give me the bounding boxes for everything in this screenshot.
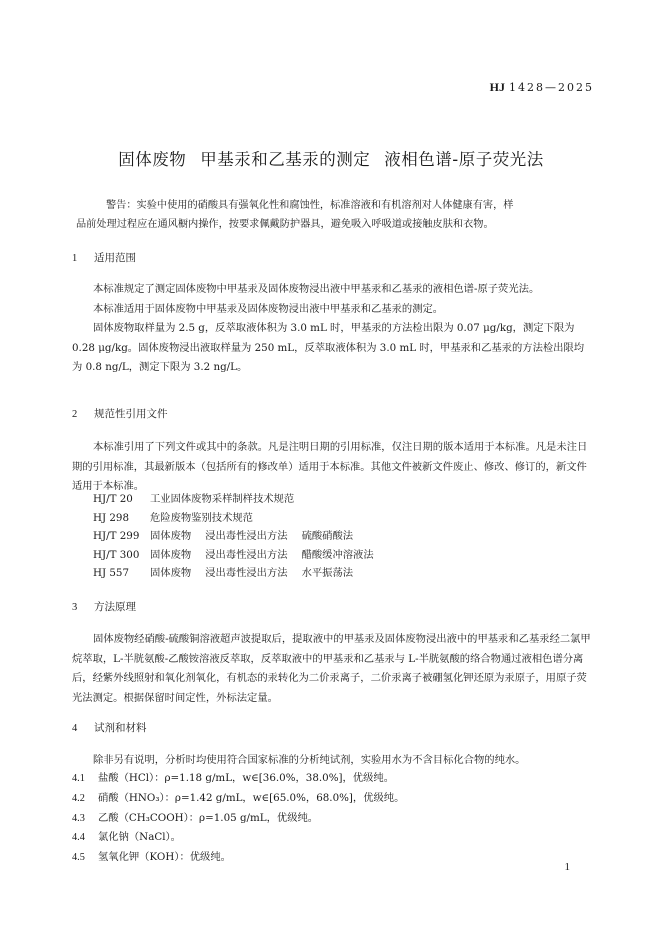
list-item: 4.5 氢氧化钾（KOH）：优级纯。 bbox=[72, 851, 231, 864]
list-item: 4.3 乙酸（CH₃COOH）：ρ=1.05 g/mL，优级纯。 bbox=[72, 811, 319, 824]
standard-number: HJ 1428—2025 bbox=[489, 80, 594, 94]
list-item: 4.2 硝酸（HNO₃）：ρ=1.42 g/mL，w∈[65.0%，68.0%]，优级纯。 bbox=[72, 791, 405, 804]
section-4-heading: 4 试剂和材料 bbox=[72, 722, 147, 734]
document-title: 固体废物 甲基汞和乙基汞的测定 液相色谱-原子荧光法 bbox=[118, 150, 544, 169]
reference-item: HJ/T 299 固体废物 浸出毒性浸出方法 硫酸硝酸法 bbox=[93, 530, 354, 543]
list-item: 4.1 盐酸（HCl）：ρ=1.18 g/mL，w∈[36.0%，38.0%]，优级纯。 bbox=[72, 772, 394, 784]
reference-item: HJ 298 危险废物鉴别技术规范 bbox=[93, 511, 253, 524]
reference-item: HJ 557 固体废物 浸出毒性浸出方法 水平振荡法 bbox=[93, 567, 354, 580]
reference-item: HJ/T 20 工业固体废物采样制样技术规范 bbox=[93, 493, 295, 505]
reagent-list bbox=[72, 769, 404, 868]
section-1-body: 本标准规定了测定固体废物中甲基汞及固体废物浸出液中甲基汞和乙基汞的液相色谱-原子荧光法。 本标准适用于固体废物中甲基汞及固体废物浸出液中甲基汞和乙基汞的测定。 固体废物取样量为 2.5 g，反萃取液体积为 3.0 mL 时，甲基汞的方法检出限为 0.07 μg/kg，测定下限为 0.28 μg/kg。固体废物浸出液取样量为 250 mL，反萃取液体积为 3.0 mL 时，甲基汞和乙基汞的方法检出限均为 0.8 ng/L，测定下限为 3.2 ng/L。 bbox=[72, 283, 585, 373]
warning-notice: 警告：实验中使用的硝酸具有强氧化性和腐蚀性，标准溶液和有机溶剂对人体健康有害，样 品前处理过程应在通风橱内操作，按要求佩戴防护器具，避免吸入呼吸道或接触皮肤和衣物。 bbox=[76, 200, 514, 230]
list-item: 4.4 氯化钠（NaCl）。 bbox=[72, 831, 181, 844]
reference-item: HJ/T 300 固体废物 浸出毒性浸出方法 醋酸缓冲溶液法 bbox=[93, 548, 374, 561]
section-2-heading: 2 规范性引用文件 bbox=[72, 408, 168, 420]
section-3-body: 固体废物经硝酸-硫酸铜溶液超声波提取后，提取液中的甲基汞及固体废物浸出液中的甲基汞和乙基汞经二氯甲烷萃取，L-半胱氨酸-乙酸铵溶液反萃取，反萃取液中的甲基汞和乙基汞与 L-半胱氨酸的络合物通过液相色谱分离后，经紫外线照射和氧化剂氧化，有机态的汞转化为二价汞离子，二价汞离子被硼氢化钾还原为汞原子，用原子荧光法测定。根据保留时间定性，外标法定量。 bbox=[72, 633, 591, 704]
page-number: 1 bbox=[564, 861, 570, 873]
reference-list bbox=[93, 490, 388, 583]
section-4-body: 除非另有说明，分析时均使用符合国家标准的分析纯试剂，实验用水为不含目标化合物的纯水。 bbox=[93, 754, 526, 766]
section-3-heading: 3 方法原理 bbox=[72, 601, 136, 613]
section-1-heading: 1 适用范围 bbox=[72, 252, 136, 264]
section-2-body: 本标准引用了下列文件或其中的条款。凡是注明日期的引用标准，仅注日期的版本适用于本标准。凡是未注日期的引用标准，其最新版本（包括所有的修改单）适用于本标准。其他文件被新文件废止、修改、修订的，新文件适用于本标准。 bbox=[72, 441, 588, 492]
